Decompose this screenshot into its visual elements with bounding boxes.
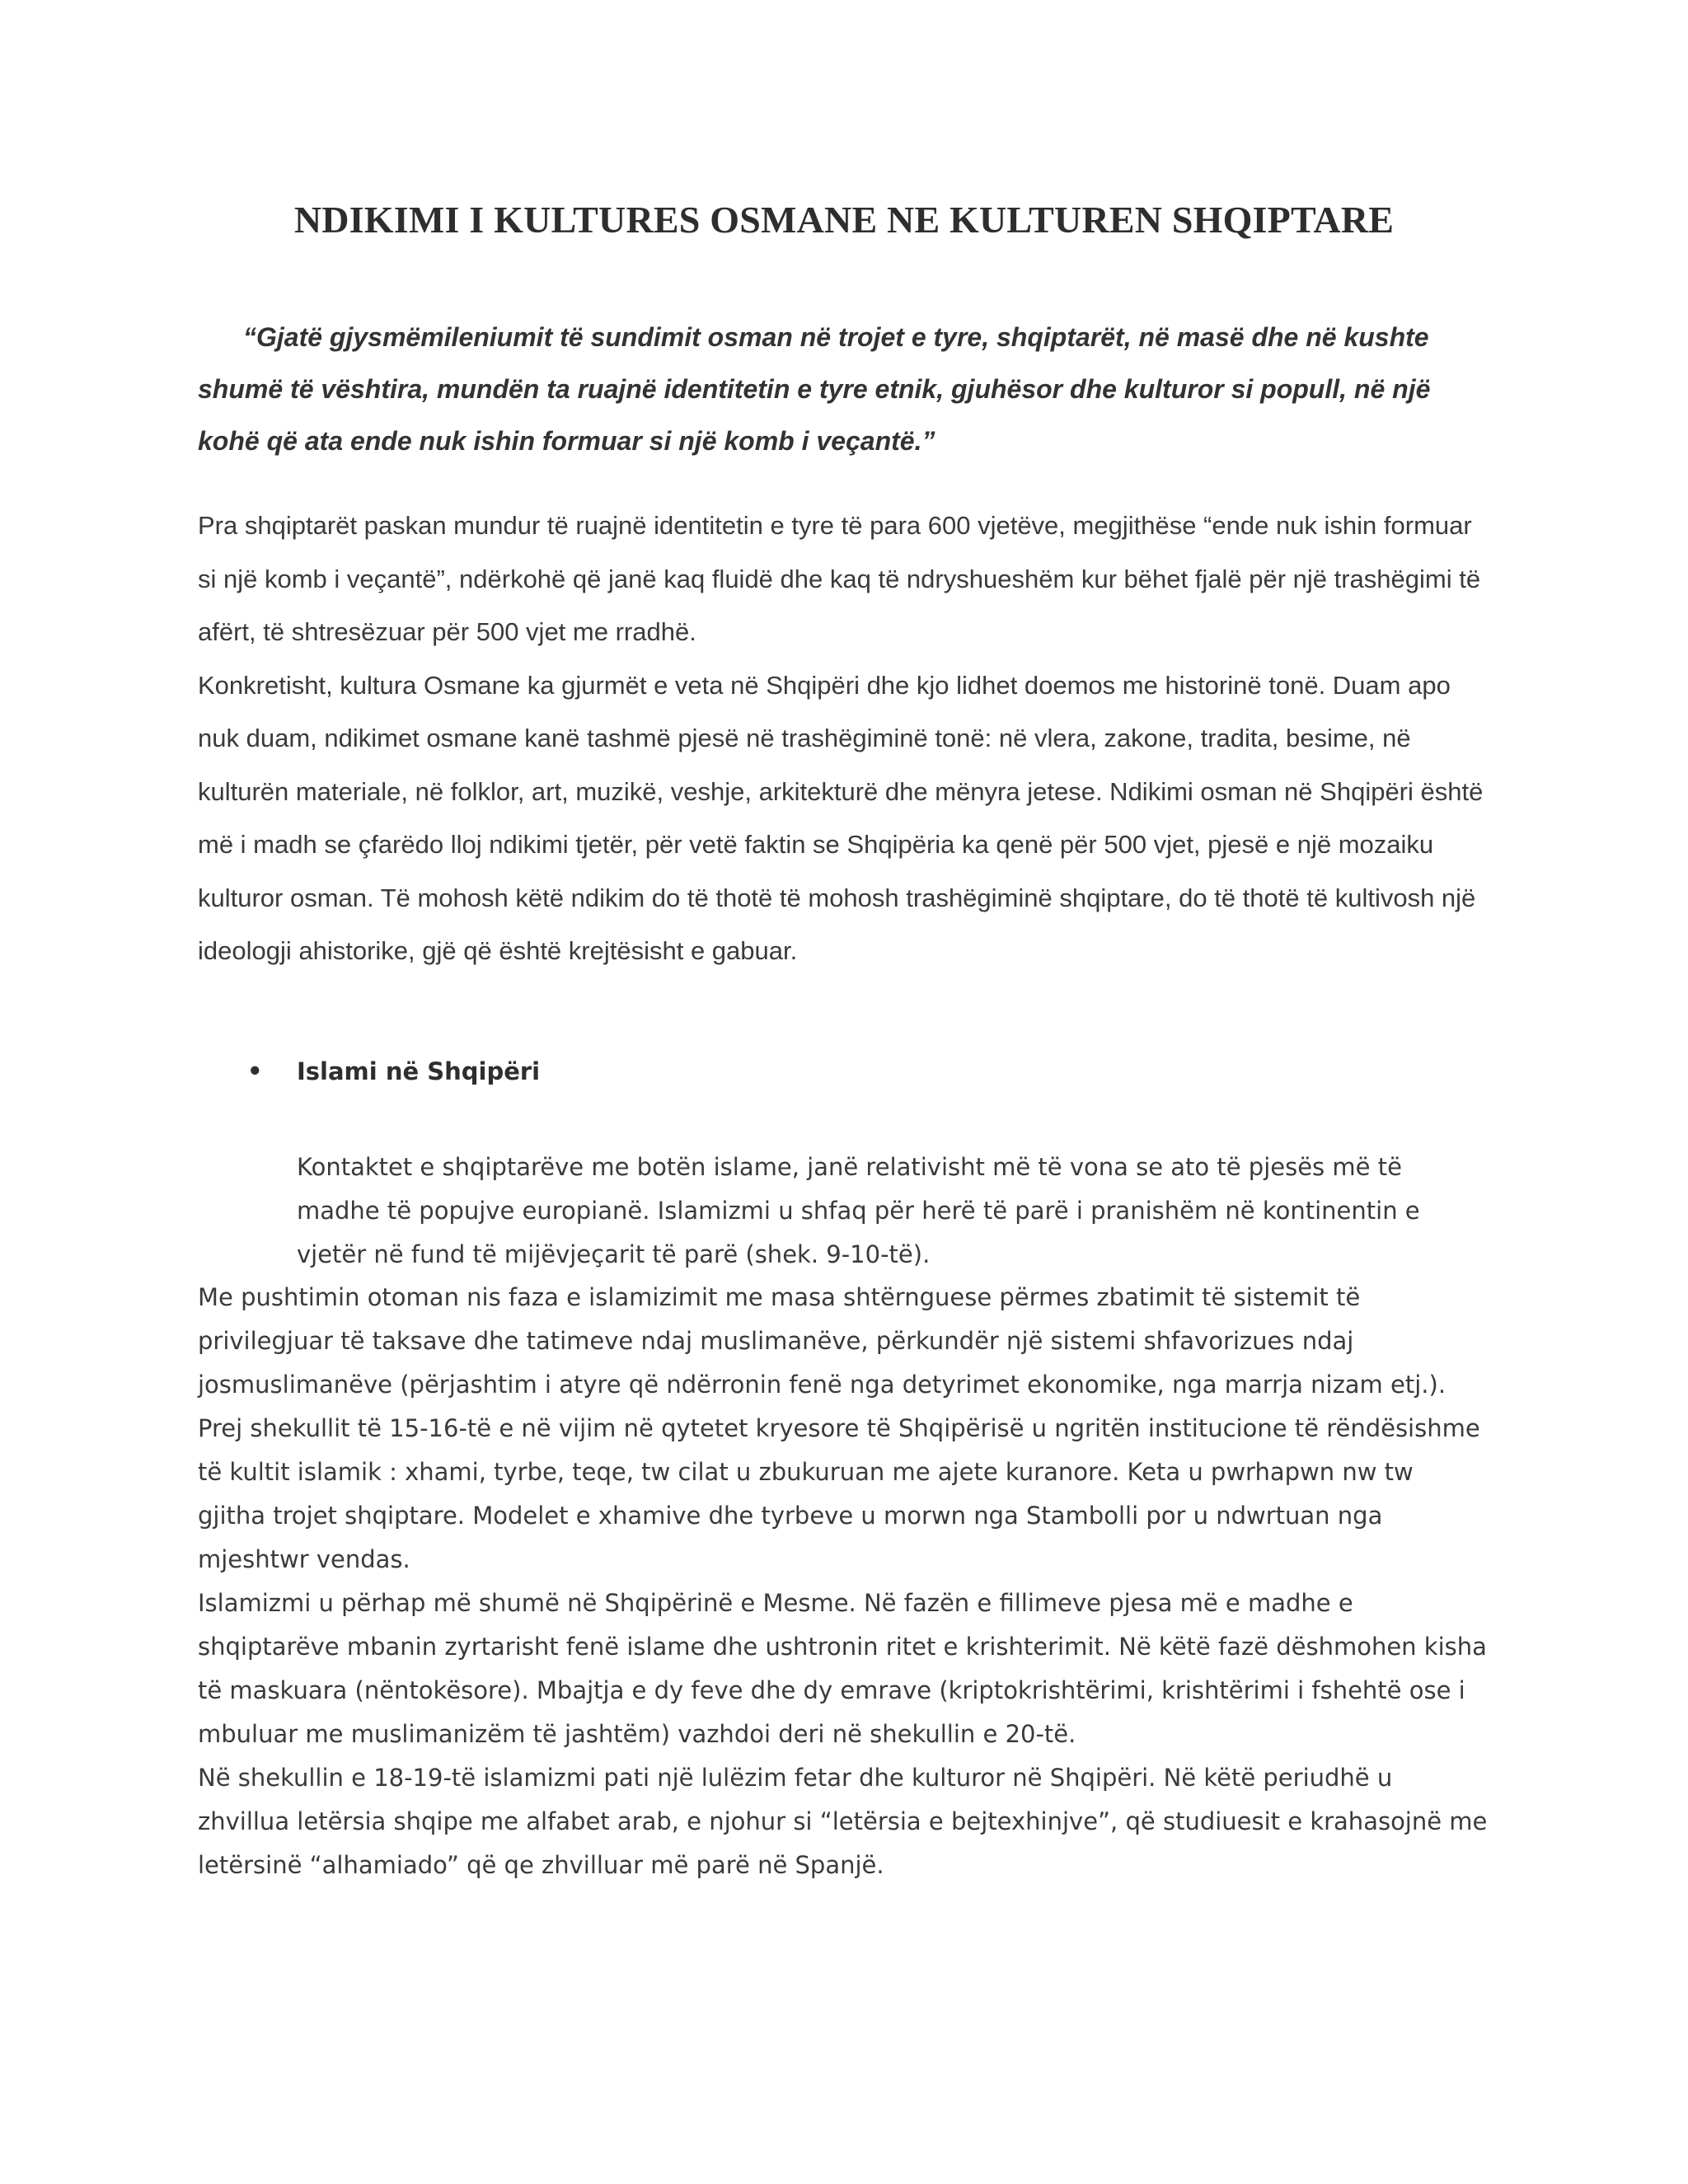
bullet-marker: • [247,1057,263,1085]
intro-paragraph: Konkretisht, kultura Osmane ka gjurmët e veta në Shqipëri dhe kjo lidhet doemos me historinë tonë. Duam apo nuk duam, ndikimet osmane kanë tashmë pjesë në trashëgiminë tonë: në vlera, zakone, tradita, besime, në kulturën materiale, në folklor, art, muzikë, veshje, arkitekturë dhe mënyra jetese. Ndikimi osman në Shqipëri është më i madh se çfarëdo lloj ndikimi tjetër, për vetë faktin se Shqipëria ka qenë për 500 vjet, pjesë e një mozaiku kulturor osman. Të mohosh këtë ndikim do të thotë të mohosh trashëgiminë shqiptare, do të thotë të kultivosh një ideologji ahistorike, gjë që është krejtësisht e gabuar. [198,670,1484,965]
opening-quote: “Gjatë gjysmëmileniumit të sundimit osman në trojet e tyre, shqiptarët, në masë dhe në kushte shumë të vështira, mundën ta ruajnë identitetin e tyre etnik, gjuhësor dhe kulturor si popull, në një kohë që ata ende nuk ishin formuar si një komb i veçantë.” [198,322,1431,456]
body-paragraph: Me pushtimin otoman nis faza e islamizimit me masa shtërnguese përmes zbatimit të sistemit të privilegjuar të taksave dhe tatimeve ndaj muslimanëve, përkundër një sistemi shfavorizues ndaj josmuslimanëve (përjashtim i atyre që ndërronin fenë nga detyrimet ekonomike, nga marrja nizam etj.). [198,1283,1447,1399]
section-heading: Islami në Shqipëri [297,1057,541,1085]
body-paragraph: Prej shekullit të 15-16-të e në vijim në qytetet kryesore të Shqipërisë u ngritën institucione të rëndësishme të kultit islamik : xhami, tyrbe, teqe, tw cilat u zbukuruan me ajete kuranore. Keta u pwrhapwn nw tw gjitha trojet shqiptare. Modelet e xhamive dhe tyrbeve u morwn nga Stambolli por u ndwrtuan nga mjeshtwr vendas. [198,1414,1480,1573]
indented-paragraph: Kontaktet e shqiptarëve me botën islame, janë relativisht më të vona se ato të pjesës më të madhe të popujve europianë. Islamizmi u shfaq për herë të parë i pranishëm në kontinentin e vjetër në fund të mijëvjeçarit të parë (shek. 9-10-të). [297,1153,1420,1268]
document-title: NDIKIMI I KULTURES OSMANE NE KULTUREN SHQIPTARE [293,199,1395,241]
intro-paragraph: Pra shqiptarët paskan mundur të ruajnë identitetin e tyre të para 600 vjetëve, megjithëse “ende nuk ishin formuar si një komb i veçantë”, ndërkohë që janë kaq fluidë dhe kaq të ndryshueshëm kur bëhet fjalë për një trashëgimi të afërt, të shtresëzuar për 500 vjet me rradhë. [198,511,1481,646]
body-paragraph: Islamizmi u përhap më shumë në Shqipërinë e Mesme. Në fazën e fillimeve pjesa më e madhe e shqiptarëve mbanin zyrtarisht fenë islame dhe ushtronin ritet e krishterimit. Në këtë fazë dëshmohen kisha të maskuara (nëntokësore). Mbajtja e dy feve dhe dy emrave (kriptokrishtërimi, krishtërimi i fshehtë ose i mbuluar me muslimanizëm të jashtëm) vazhdoi deri në shekullin e 20-të. [198,1589,1487,1748]
body-section [198,1276,1488,1887]
intro-section [198,499,1484,978]
body-paragraph: Në shekullin e 18-19-të islamizmi pati një lulëzim fetar dhe kulturor në Shqipëri. Në këtë periudhë u zhvillua letërsia shqipe me alfabet arab, e njohur si “letërsia e bejtexhinjve”, që studiuesit e krahasojnë me letërsinë “alhamiado” që qe zhvilluar më parë në Spanjë. [198,1764,1488,1879]
